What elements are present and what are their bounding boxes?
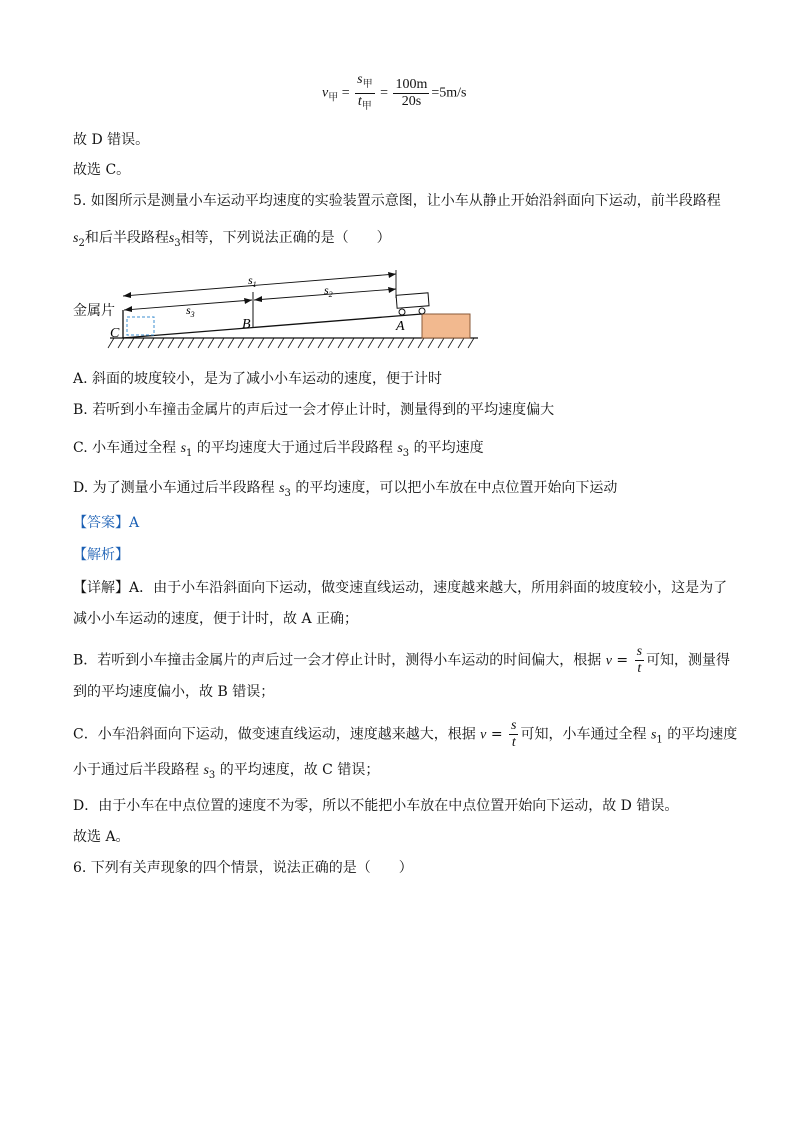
analysis-label: 【解析】 — [73, 547, 129, 563]
option-b: B. 若听到小车撞击金属片的声后过一会才停止计时，测量得到的平均速度偏大 — [73, 402, 555, 418]
question-5-stem-cont: $s_2$和后半段路程$s_3$相等，下列说法正确的是（ ） — [73, 230, 391, 249]
incline-diagram — [70, 262, 490, 354]
support-block — [422, 314, 470, 338]
question-5-stem: 5. 如图所示是测量小车运动平均速度的实验装置示意图，让小车从静止开始沿斜面向下运动，前半段路程 — [73, 193, 721, 209]
velocity-formula: $v_甲$ = $\frac{s_甲}{t_甲}$ = $\frac{100m}{20s}$ =5m/s — [322, 72, 467, 112]
svg-text:s1: $s_1$ — [248, 273, 257, 289]
detail-line-3: B．若听到小车撞击金属片的声后过一会才停止计时，测得小车运动的时间偏大，根据 v = $\frac{s}{t}$ 可知，测量得 — [73, 644, 731, 676]
car-end-position — [127, 317, 154, 335]
choose-a-text: 故选 A。 — [73, 829, 130, 845]
option-d: D. 为了测量小车通过后半段路程 $s_3$ 的平均速度，可以把小车放在中点位置开始向下运动 — [73, 480, 618, 499]
detail-line-2: 减小小车运动的速度，便于计时，故 A 正确； — [73, 611, 359, 627]
detail-line-7: D．由于小车在中点位置的速度不为零，所以不能把小车放在中点位置开始向下运动，故 D 错误。 — [73, 798, 679, 814]
svg-text:s2: $s_2$ — [324, 283, 333, 299]
svg-text:s3: $s_3$ — [186, 303, 195, 319]
option-c: C. 小车通过全程 $s_1$ 的平均速度大于通过后半段路程 $s_3$ 的平均速度 — [73, 440, 484, 459]
label-c: C — [110, 326, 120, 341]
answer-label: 【答案】A — [73, 515, 140, 531]
detail-line-1: 【详解】A．由于小车沿斜面向下运动，做变速直线运动，速度越来越大，所用斜面的坡度较小，这是为了 — [73, 580, 728, 596]
metal-sheet-label: 金属片 — [73, 303, 115, 319]
detail-line-6: 小于通过后半段路程 $s_3$ 的平均速度，故 C 错误； — [73, 762, 380, 781]
choose-c-text: 故选 C。 — [73, 162, 131, 178]
detail-line-5: C．小车沿斜面向下运动，做变速直线运动，速度越来越大，根据 v = $\frac{s}{t}$ 可知，小车通过全程 $s_1$ 的平均速度 — [73, 718, 738, 750]
label-a: A — [396, 319, 405, 334]
cart — [396, 293, 429, 308]
detail-line-4: 到的平均速度偏小，故 B 错误； — [73, 684, 275, 700]
question-6-stem: 6. 下列有关声现象的四个情景，说法正确的是（ ） — [73, 860, 413, 876]
option-a: A. 斜面的坡度较小，是为了减小小车运动的速度，便于计时 — [73, 371, 443, 387]
label-b: B — [242, 317, 251, 332]
d-wrong-text: 故 D 错误。 — [73, 132, 150, 148]
